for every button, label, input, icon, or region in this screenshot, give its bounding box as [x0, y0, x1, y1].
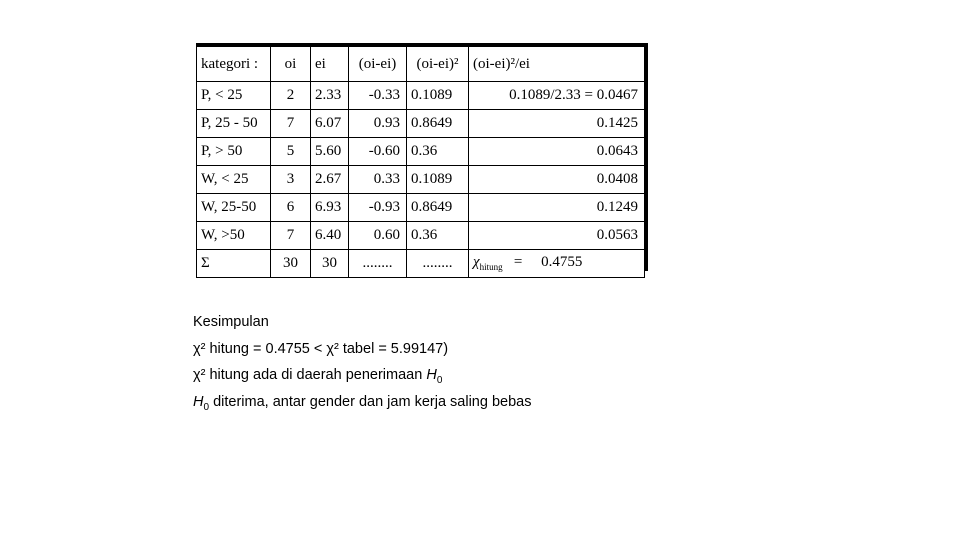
- cell-diff: 0.33: [349, 166, 407, 194]
- cell-ei: 6.40: [311, 222, 349, 250]
- cell-ratio: 0.1425: [469, 110, 645, 138]
- header-diff: (oi-ei): [349, 47, 407, 82]
- chi-equals: =: [513, 254, 523, 270]
- header-ei: ei: [311, 47, 349, 82]
- cell-kategori: P, < 25: [197, 82, 271, 110]
- cell-oi: 3: [271, 166, 311, 194]
- cell-diff: 0.93: [349, 110, 407, 138]
- h0-letter: H: [193, 393, 204, 410]
- chi-square-table: [196, 46, 645, 278]
- cell-ei: 6.93: [311, 194, 349, 222]
- cell-diff: -0.93: [349, 194, 407, 222]
- sum-oi: 30: [271, 250, 311, 278]
- table-header-row: [197, 47, 645, 82]
- sum-label: Σ: [197, 250, 271, 278]
- cell-ratio: 0.0563: [469, 222, 645, 250]
- h0-sub: 0: [203, 401, 210, 413]
- chi-symbol: χ: [473, 254, 480, 270]
- cell-ei: 2.33: [311, 82, 349, 110]
- header-diff-sq: (oi-ei)²: [407, 47, 469, 82]
- table-sum-row: [197, 250, 645, 278]
- table-row: [197, 166, 645, 194]
- table-row: [197, 138, 645, 166]
- table-row: [197, 110, 645, 138]
- conclusion-line-2: [193, 366, 531, 393]
- cell-ratio: 0.1089/2.33 = 0.0467: [469, 82, 645, 110]
- cell-diff-sq: 0.36: [407, 222, 469, 250]
- cell-ei: 2.67: [311, 166, 349, 194]
- conclusion-line-2-text: χ² hitung ada di daerah penerimaan: [193, 367, 427, 383]
- cell-diff: 0.60: [349, 222, 407, 250]
- table-row: [197, 82, 645, 110]
- cell-oi: 5: [271, 138, 311, 166]
- cell-ratio: 0.0643: [469, 138, 645, 166]
- cell-diff: -0.60: [349, 138, 407, 166]
- header-ratio: (oi-ei)²/ei: [469, 47, 645, 82]
- cell-oi: 2: [271, 82, 311, 110]
- cell-ratio: 0.0408: [469, 166, 645, 194]
- h0-symbol: [193, 393, 210, 413]
- cell-diff-sq: 0.36: [407, 138, 469, 166]
- conclusion-line-3-text: diterima, antar gender dan jam kerja saling bebas: [209, 393, 532, 410]
- cell-ei: 6.07: [311, 110, 349, 138]
- conclusion-line-1: χ² hitung = 0.4755 < χ² tabel = 5.99147): [193, 340, 449, 357]
- header-oi: oi: [271, 47, 311, 82]
- cell-diff-sq: 0.1089: [407, 166, 469, 194]
- cell-oi: 7: [271, 110, 311, 138]
- conclusion-heading: Kesimpulan: [193, 314, 269, 330]
- chi-value: 0.4755: [541, 254, 583, 270]
- sum-ei: 30: [311, 250, 349, 278]
- h0-sub: 0: [436, 374, 443, 386]
- cell-kategori: P, 25 - 50: [197, 110, 271, 138]
- cell-diff-sq: 0.8649: [407, 110, 469, 138]
- cell-oi: 6: [271, 194, 311, 222]
- conclusion-line-3: [193, 393, 531, 420]
- h0-symbol: [426, 367, 443, 386]
- cell-ei: 5.60: [311, 138, 349, 166]
- cell-kategori: P, > 50: [197, 138, 271, 166]
- sum-diff-dots: ........: [349, 250, 407, 278]
- table-row: [197, 194, 645, 222]
- cell-ratio: 0.1249: [469, 194, 645, 222]
- table-row: [197, 222, 645, 250]
- cell-oi: 7: [271, 222, 311, 250]
- chi-subscript: hitung: [479, 262, 503, 272]
- cell-diff-sq: 0.1089: [407, 82, 469, 110]
- cell-kategori: W, < 25: [197, 166, 271, 194]
- cell-diff-sq: 0.8649: [407, 194, 469, 222]
- chi-square-table-image: [196, 43, 648, 271]
- cell-kategori: W, >50: [197, 222, 271, 250]
- chi-square-hitung-cell: [469, 250, 645, 278]
- header-kategori: kategori :: [197, 47, 271, 82]
- cell-diff: -0.33: [349, 82, 407, 110]
- h0-letter: H: [426, 367, 437, 383]
- conclusion-block: [193, 313, 531, 419]
- cell-kategori: W, 25-50: [197, 194, 271, 222]
- sum-diff-sq-dots: ........: [407, 250, 469, 278]
